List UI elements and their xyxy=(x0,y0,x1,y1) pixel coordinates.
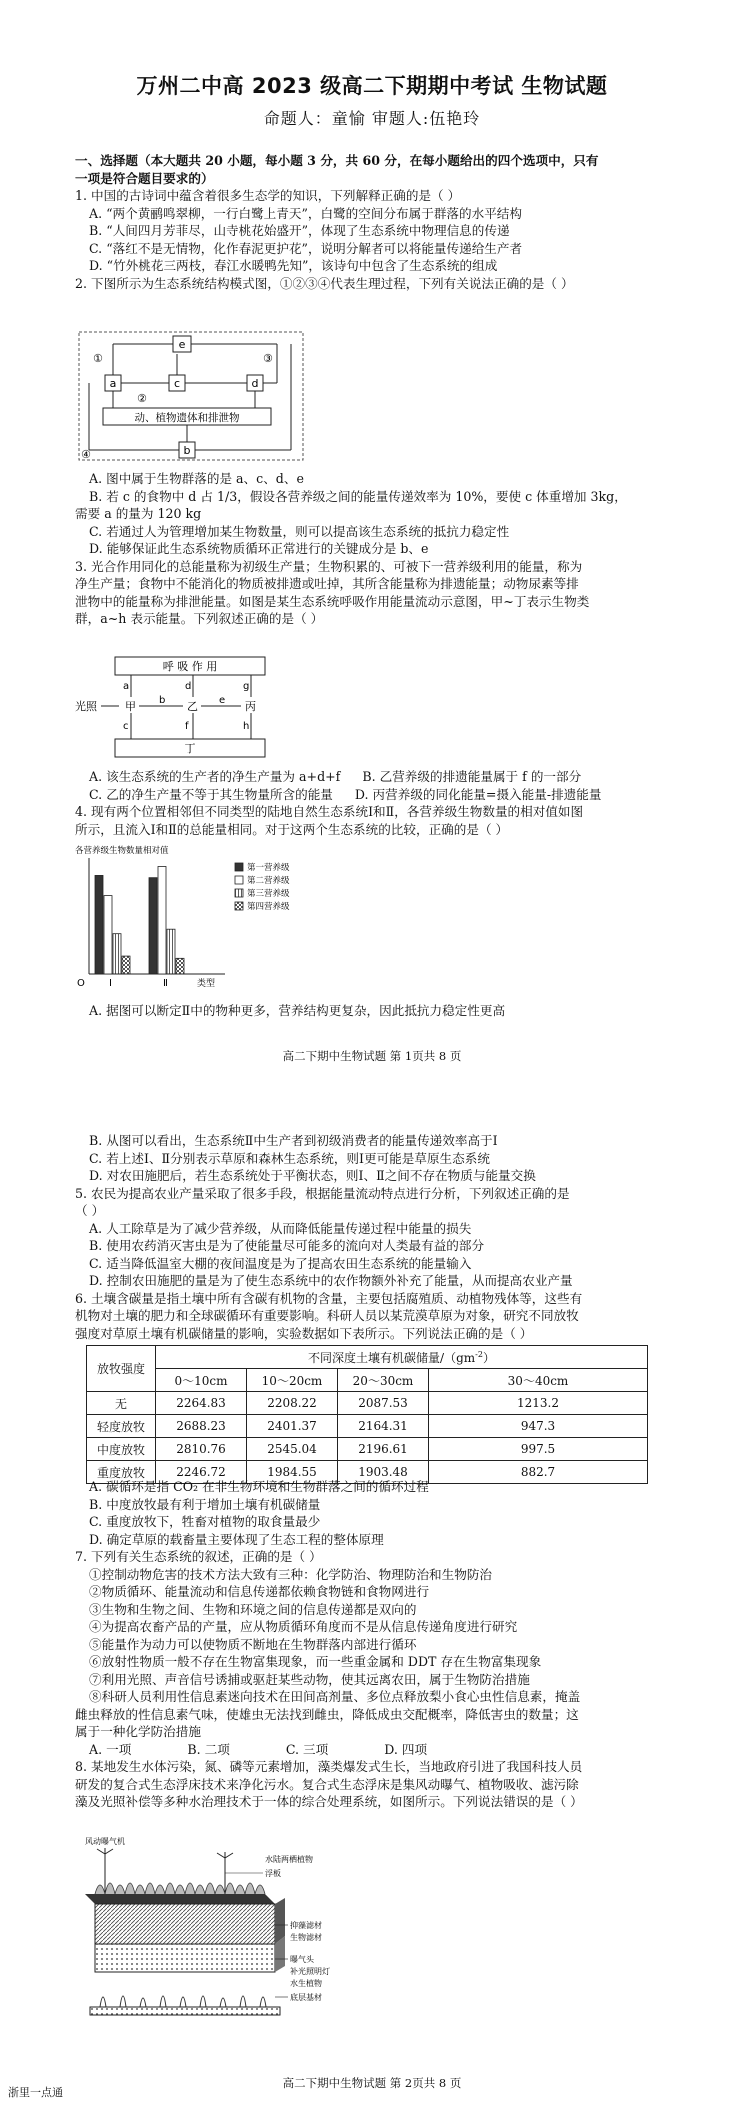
page-gap xyxy=(0,1080,744,1120)
q7-options: A. 一项 B. 二项 C. 三项 D. 四项 xyxy=(89,1741,428,1757)
table-cell: 1984.55 xyxy=(247,1461,338,1484)
table-cell: 2164.31 xyxy=(338,1415,429,1438)
q2-option-c: C. 若通过人为管理增加某生物数量，则可以提高该生态系统的抵抗力稳定性 xyxy=(89,523,510,539)
chart-origin-label: O xyxy=(77,978,85,989)
table-col-header: 30～40cm xyxy=(429,1369,648,1392)
q3-option-c: C. 乙的净生产量不等于其生物量所含的能量 xyxy=(89,786,333,802)
energy-h: h xyxy=(243,721,250,732)
q1-stem: 1. 中国的古诗词中蕴含着很多生态学的知识，下列解释正确的是（ ） xyxy=(75,188,461,203)
node-c: c xyxy=(173,377,181,390)
q8-stem-2: 研发的复合式生态浮床技术来净化污水。复合式生态浮床是集风动曝气、植物吸收、滤污除 xyxy=(75,1776,579,1792)
q7-statement-8-cont: 雌虫释放的性信息素气味，使雄虫无法找到雌虫，降低成虫交配概率，降低害虫的数量；这 xyxy=(75,1706,579,1722)
node-remains-box: 动、植物遗体和排泄物 xyxy=(134,412,240,424)
q7-statement-6: ⑥放射性物质一般不存在生物富集现象，而一些重金属和 DDT 存在生物富集现象 xyxy=(89,1654,542,1669)
label-amphibious-plants: 水陆两栖植物 xyxy=(265,1855,313,1864)
process-3-label: ③ xyxy=(263,352,273,365)
table-cell: 2688.23 xyxy=(156,1415,247,1438)
q2-option-a: A. 图中属于生物群落的是 a、c、d、e xyxy=(89,471,304,486)
process-4-label: ④ xyxy=(81,448,91,461)
q2-stem: 2. 下图所示为生态系统结构模式图，①②③④代表生理过程，下列有关说法正确的是（ ） xyxy=(75,275,574,291)
underwater-plants-icon xyxy=(100,1996,266,2007)
table-header-grazing: 放牧强度 xyxy=(87,1346,156,1392)
table-cell: 1903.48 xyxy=(338,1461,429,1484)
q7-statement-5: ⑤能量作为动力可以使物质不断地在生物群落内部进行循环 xyxy=(89,1636,417,1652)
q3-option-b: B. 乙营养级的排遗能量属于 f 的一部分 xyxy=(362,769,582,784)
energy-f: f xyxy=(185,721,189,732)
section-heading-2: 一项是符合题目要求的） xyxy=(75,170,214,186)
q5-option-c: C. 适当降低温室大棚的夜间温度是为了提高农田生态系统的能量输入 xyxy=(89,1255,472,1271)
chart-bar xyxy=(149,878,157,974)
table-col-header: 0～10cm xyxy=(156,1369,247,1392)
table-cell: 1213.2 xyxy=(429,1392,648,1415)
table-row-label: 轻度放牧 xyxy=(87,1415,156,1438)
soil-carbon-table xyxy=(86,1345,648,1484)
table-row-label: 中度放牧 xyxy=(87,1438,156,1461)
q6-option-c: C. 重度放牧下，牲畜对植物的取食量最少 xyxy=(89,1514,321,1529)
carbon-table-wrap xyxy=(86,1345,648,1484)
energy-g: g xyxy=(243,681,250,692)
process-2-label: ② xyxy=(137,392,147,405)
q7-stem: 7. 下列有关生态系统的叙述，正确的是（ ） xyxy=(75,1549,322,1564)
q4-option-b: B. 从图可以看出，生态系统Ⅱ中生产者到初级消费者的能量传递效率高于Ⅰ xyxy=(89,1133,498,1148)
q7-statement-4: ④为提高农畜产品的产量，应从物质循环角度而不是从信息传递角度进行研究 xyxy=(89,1619,518,1634)
chart-bar xyxy=(95,875,103,974)
q2-option-d: D. 能够保证此生态系统物质循环正常进行的关键成分是 b、e xyxy=(89,541,429,556)
q5-stem-2: （ ） xyxy=(75,1203,105,1218)
label-bio-filter: 生物滤材 xyxy=(290,1933,322,1942)
energy-e: e xyxy=(219,695,226,706)
q6-stem-3: 强度对草原土壤有机碳储量的影响，实验数据如下表所示。下列说法正确的是（ ） xyxy=(75,1325,533,1341)
page-2-text-mid xyxy=(75,1478,680,1811)
table-cell: 2246.72 xyxy=(156,1461,247,1484)
table-cell: 2810.76 xyxy=(156,1438,247,1461)
organism-jia: 甲 xyxy=(125,700,136,713)
q4-stem: 4. 现有两个位置相邻但不同类型的陆地自然生态系统Ⅰ和Ⅱ，各营养级生物数量的相对值如图 xyxy=(75,804,584,819)
table-cell: 947.3 xyxy=(429,1415,648,1438)
light-label: 光照 xyxy=(75,700,97,713)
trophic-level-bar-chart xyxy=(75,844,335,994)
label-aquatic-plants: 水生植物 xyxy=(290,1979,322,1988)
chart-bar xyxy=(176,958,184,974)
table-header-depth-end: ） xyxy=(482,1350,495,1365)
q5-option-d: D. 控制农田施肥的量是为了使生态系统中的农作物额外补充了能量，从而提高农业产量 xyxy=(89,1273,573,1288)
chart-legend-swatch xyxy=(235,876,243,884)
table-cell: 882.7 xyxy=(429,1461,648,1484)
q7-statement-1: ①控制动物危害的技术方法大致有三种：化学防治、物理防治和生物防治 xyxy=(89,1566,492,1582)
page-2-footer: 高二下期中生物试题 第 2页共 8 页 xyxy=(282,2076,462,2090)
chart-x-axis-label: 类型 xyxy=(197,979,216,989)
energy-a: a xyxy=(123,681,130,692)
exam-title: 万州二中高 2023 级高二下期期中考试 生物试题 xyxy=(136,74,608,98)
q4-option-c: C. 若上述Ⅰ、Ⅱ分别表示草原和森林生态系统，则Ⅰ更可能是草原生态系统 xyxy=(89,1150,490,1166)
chart-legend-swatch xyxy=(235,889,243,897)
q6-option-b: B. 中度放牧最有利于增加土壤有机碳储量 xyxy=(89,1496,321,1512)
table-cell: 2545.04 xyxy=(247,1438,338,1461)
section-1-text xyxy=(75,152,680,292)
label-aerator-head: 曝气头 xyxy=(290,1955,314,1964)
q6-stem: 6. 土壤含碳量是指土壤中所有含碳有机物的含量，主要包括腐殖质、动植物残体等，这些有 xyxy=(75,1290,583,1306)
label-wind-aerator: 风动曝气机 xyxy=(85,1837,125,1846)
q2-options xyxy=(75,470,680,628)
organism-yi: 乙 xyxy=(187,700,198,713)
q5-option-b: B. 使用农药消灭害虫是为了使能量尽可能多的流向对人类最有益的部分 xyxy=(89,1238,485,1253)
table-row xyxy=(87,1415,648,1438)
q2-option-b-cont: 需要 a 的量为 120 kg xyxy=(75,506,202,521)
q3-option-d: D. 丙营养级的同化能量=摄入能量-排遗能量 xyxy=(354,786,602,802)
q1-option-b: B. “人间四月芳菲尽，山寺桃花始盛开”，体现了生态系统中物理信息的传递 xyxy=(89,223,510,238)
q4-option-a: A. 据图可以断定Ⅱ中的物种更多，营养结构更复杂，因此抵抗力稳定性更高 xyxy=(89,1003,506,1018)
ecological-floating-bed-diagram xyxy=(75,1832,345,2062)
label-bottom-substrate: 底层基材 xyxy=(290,1993,322,2002)
q6-stem-2: 机物对土壤的肥力和全球碳循环有重要影响。科研人员以某荒漠草原为对象，研究不同放牧 xyxy=(75,1308,579,1323)
q3-stem-2: 净生产量；食物中不能消化的物质被排遗或吐掉，其所含能量称为排遗能量；动物尿素等排 xyxy=(75,576,579,591)
q5-stem: 5. 农民为提高农业产量采取了很多手段，根据能量流动特点进行分析，下列叙述正确的是 xyxy=(75,1185,570,1201)
page-2 xyxy=(0,1120,744,2104)
table-cell: 2087.53 xyxy=(338,1392,429,1415)
q3-options-cd xyxy=(75,786,680,804)
q4-option-d: D. 对农田施肥后，若生态系统处于平衡状态，则Ⅰ、Ⅱ之间不存在物质与能量交换 xyxy=(89,1168,536,1183)
chart-legend-label: 第三营养级 xyxy=(247,889,290,899)
q3-stem: 3. 光合作用同化的总能量称为初级生产量；生物积累的、可被下一营养级利用的能量，称为 xyxy=(75,558,583,574)
plants-icon xyxy=(95,1883,265,1894)
q3-stem-3: 泄物中的能量称为排泄能量。如图是某生态系统呼吸作用能量流动示意图，甲~丁表示生物类 xyxy=(75,593,590,609)
watermark-corner: 浙里一点通 xyxy=(8,2086,63,2099)
node-b: b xyxy=(183,444,191,457)
q2-option-b: B. 若 c 的食物中 d 占 1/3，假设各营养级之间的能量传递效率为 10%，要使 c 体重增加 3kg， xyxy=(89,488,627,504)
chart-legend-label: 第一营养级 xyxy=(247,863,290,873)
chart-title: 各营养级生物数量相对值 xyxy=(75,846,169,856)
table-cell: 2208.22 xyxy=(247,1392,338,1415)
chart-bar xyxy=(122,956,130,974)
node-e: e xyxy=(178,338,186,351)
q7-statement-8-end: 属于一种化学防治措施 xyxy=(75,1724,201,1739)
chart-x-tick-label: Ⅰ xyxy=(109,978,112,989)
table-row-label: 无 xyxy=(87,1392,156,1415)
chart-bar xyxy=(167,929,175,974)
table-row xyxy=(87,1438,648,1461)
table-col-header: 10～20cm xyxy=(247,1369,338,1392)
section-heading: 一、选择题（本大题共 20 小题，每小题 3 分，共 60 分，在每小题给出的四个选项中，只有 xyxy=(75,153,599,168)
table-row-label: 重度放牧 xyxy=(87,1461,156,1484)
table-row xyxy=(87,1392,648,1415)
q5-option-a: A. 人工除草是为了减少营养级，从而降低能量传递过程中能量的损失 xyxy=(89,1220,472,1236)
q7-statement-3: ③生物和生物之间、生物和环境之间的信息传递都是双向的 xyxy=(89,1601,417,1617)
process-1-label: ① xyxy=(93,352,103,365)
q3-option-a: A. 该生态系统的生产者的净生产量为 a+d+f xyxy=(89,769,341,784)
q6-option-a: A. 碳循环是指 CO₂ 在非生物环境和生物群落之间的循环过程 xyxy=(89,1479,429,1494)
table-cell: 2264.83 xyxy=(156,1392,247,1415)
table-header-depth-sup: -2 xyxy=(475,1349,483,1359)
energy-b: b xyxy=(159,695,166,706)
chart-legend-label: 第二营养级 xyxy=(247,876,290,886)
node-a: a xyxy=(109,377,117,390)
chart-bar xyxy=(113,934,121,974)
chart-legend-label: 第四营养级 xyxy=(247,902,290,912)
table-cell: 2196.61 xyxy=(338,1438,429,1461)
q3-stem-4: 群，a~h 表示能量。下列叙述正确的是（ ） xyxy=(75,611,324,626)
exam-authors: 命题人：童愉 审题人:伍艳玲 xyxy=(263,109,481,128)
energy-d: d xyxy=(185,681,192,692)
page-1-footer: 高二下期中生物试题 第 1页共 8 页 xyxy=(282,1049,462,1063)
table-cell: 997.5 xyxy=(429,1438,648,1461)
chart-bar xyxy=(158,866,166,974)
label-lamp: 补光照明灯 xyxy=(290,1967,330,1976)
chart-x-tick-label: Ⅱ xyxy=(163,978,168,989)
q8-stem: 8. 某地发生水体污染，氮、磷等元素增加，藻类爆发式生长，当地政府引进了我国科技人员 xyxy=(75,1759,583,1774)
table-header-depth-text: 不同深度土壤有机碳储量/（gm xyxy=(308,1350,476,1365)
energy-c: c xyxy=(123,721,129,732)
q1-option-c: C. “落红不是无情物，化作春泥更护花”，说明分解者可以将能量传递给生产者 xyxy=(89,240,523,256)
q6-option-d: D. 确定草原的载畜量主要体现了生态工程的整体原理 xyxy=(89,1531,384,1547)
chart-bar xyxy=(104,896,112,974)
q8-stem-3: 藻及光照补偿等多种水治理技术于一体的综合处理系统，如图所示。下列说法错误的是（ ） xyxy=(75,1794,583,1809)
respiration-box: 呼 吸 作 用 xyxy=(162,660,218,673)
chart-legend-swatch xyxy=(235,902,243,910)
node-d: d xyxy=(251,377,259,390)
q1-option-a: A. “两个黄鹂鸣翠柳，一行白鹭上青天”，白鹭的空间分布属于群落的水平结构 xyxy=(89,205,522,221)
q3-options-ab xyxy=(75,768,680,786)
table-header-depth xyxy=(156,1346,648,1369)
q1-option-d: D. “竹外桃花三两枝，春江水暖鸭先知”，该诗句中包含了生态系统的组成 xyxy=(89,258,498,273)
q4-stem-2: 所示，且流入Ⅰ和Ⅱ的总能量相同。对于这两个生态系统的比较，正确的是（ ） xyxy=(75,821,509,837)
q7-statement-7: ⑦利用光照、声音信号诱捕或驱赶某些动物，使其远离农田，属于生物防治措施 xyxy=(89,1671,530,1687)
organism-ding: 丁 xyxy=(184,742,196,755)
label-algae-screen: 抑藻滤材 xyxy=(290,1921,322,1930)
q7-statement-2: ②物质循环、能量流动和信息传递都依赖食物链和食物网进行 xyxy=(89,1584,430,1599)
table-cell: 2401.37 xyxy=(247,1415,338,1438)
table-col-header: 20～30cm xyxy=(338,1369,429,1392)
q7-statement-8: ⑧科研人员利用性信息素迷向技术在田间高剂量、多位点释放梨小食心虫性信息素，掩盖 xyxy=(89,1689,581,1704)
label-float-board: 浮板 xyxy=(265,1869,281,1878)
organism-bing: 丙 xyxy=(245,700,256,713)
q3-options xyxy=(75,768,680,838)
ecosystem-structure-diagram xyxy=(77,330,307,465)
page-2-text-top xyxy=(75,1132,680,1342)
chart-legend-swatch xyxy=(235,863,243,871)
q4-option-a-wrap xyxy=(75,1002,680,1020)
respiration-flow-diagram xyxy=(75,655,275,760)
